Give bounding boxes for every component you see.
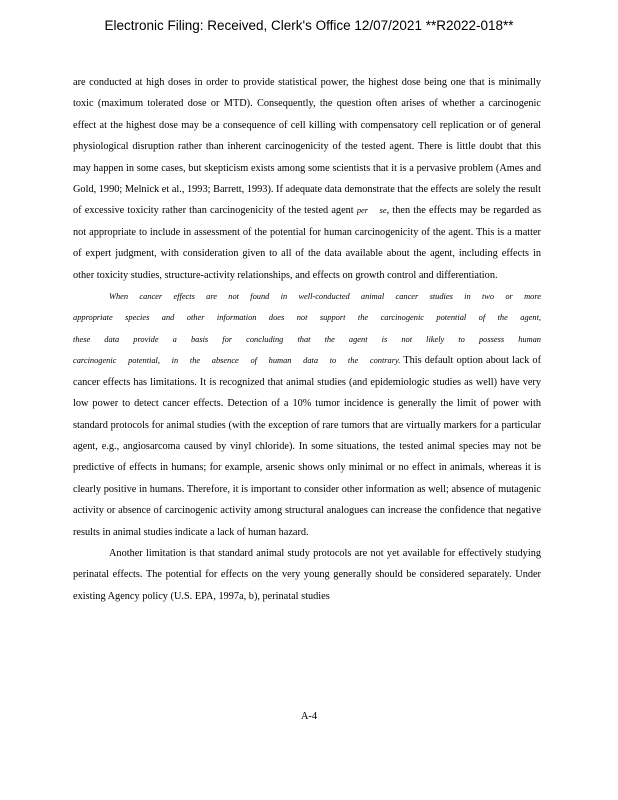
paragraph-2-italic: When cancer effects are not found in well-conducted animal cancer studies in two or more appropriate species and other information does not support the carcinogenic potential of the agent, these data provide a basis for concluding that the agent is not likely to possess human carcinogenic potential, in the absence of human data to the contrary. (73, 292, 541, 366)
page-number: A-4 (300, 711, 318, 722)
filing-stamp-header: Electronic Filing: Received, Clerk's Office 12/07/2021 **R2022-018** (104, 18, 514, 33)
paragraph-2 (73, 286, 541, 543)
paragraph-3 (73, 543, 541, 607)
paragraph-3-text: Another limitation is that standard animal study protocols are not yet available for effectively studying perinatal effects. The potential for effects on the very young generally should be considered separately. Under existing Agency policy (U.S. EPA, 1997a, b), perinatal studies (73, 547, 541, 602)
paragraph-2-text: This default option about lack of cancer effects has limitations. It is recognized that animal studies (and epidemiologic studies as well) have very low power to detect cancer effects. Detection of a 10% tumor incidence is generally the limit of power with standard protocols for animal studies (with the exception of rare tumors that are virtually markers for a particular agent, e.g., angiosarcoma caused by vinyl chloride). In some situations, the tested animal species may not be predictive of effects in humans; for example, arsenic shows only minimal or no effect in animals, whereas it is clearly positive in humans. Therefore, it is important to consider other information as well; absence of mutagenic activity or absence of carcinogenic activity among structural analogues can increase the confidence that negative results in animal studies indicate a lack of human hazard. (73, 355, 542, 538)
paragraph-1-italic: per se (356, 206, 387, 216)
paragraph-1-tail: , then the effects may be regarded as not appropriate to include in assessment of the potential for human carcinogenicity of the agent. This is a matter of expert judgment, with consideration given to all of the data available about the agent, including effects in other toxicity studies, structure-activity relationships, and effects on growth control and differentiation. (73, 205, 541, 281)
paragraph-1 (73, 72, 541, 286)
document-body (73, 72, 541, 607)
paragraph-1-text: are conducted at high doses in order to provide statistical power, the highest dose being one that is minimally toxic (maximum tolerated dose or MTD). Consequently, the question often arises of whether a carcinogenic effect at the highest dose may be a consequence of cell killing with compensatory cell replication or of general physiological disruption rather than inherent carcinogenicity of the tested agent. There is little doubt that this may happen in some cases, but skepticism exists among some scientists that it is a pervasive problem (Ames and Gold, 1990; Melnick et al., 1993; Barrett, 1993). If adequate data demonstrate that the effects are solely the result of excessive toxicity rather than carcinogenicity of the tested agent (73, 77, 541, 217)
